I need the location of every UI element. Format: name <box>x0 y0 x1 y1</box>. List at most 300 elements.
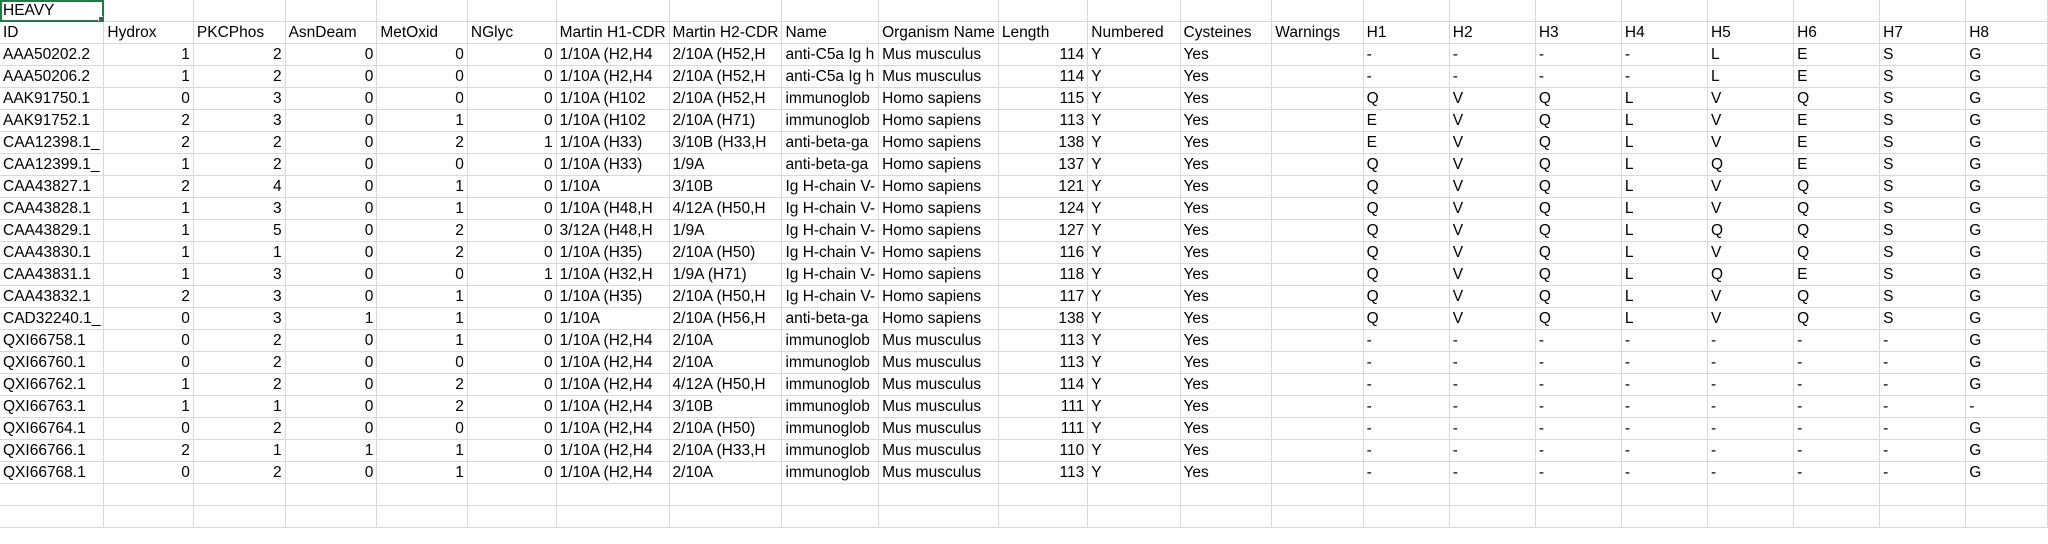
table-cell[interactable]: 0 <box>467 330 556 352</box>
empty-cell[interactable] <box>1535 506 1621 528</box>
table-cell[interactable]: Yes <box>1180 198 1272 220</box>
empty-cell[interactable] <box>1880 506 1966 528</box>
table-cell[interactable]: V <box>1707 242 1793 264</box>
table-cell[interactable]: V <box>1449 242 1535 264</box>
table-cell[interactable]: Homo sapiens <box>879 264 999 286</box>
table-cell[interactable]: - <box>1621 418 1707 440</box>
table-cell[interactable]: Homo sapiens <box>879 110 999 132</box>
table-cell[interactable]: 0 <box>285 462 377 484</box>
table-cell[interactable]: immunoglob <box>782 440 879 462</box>
table-cell[interactable]: Y <box>1088 198 1180 220</box>
table-cell[interactable]: V <box>1449 132 1535 154</box>
table-cell[interactable]: G <box>1966 352 2048 374</box>
table-cell[interactable]: 0 <box>285 330 377 352</box>
table-cell[interactable]: - <box>1363 374 1449 396</box>
table-cell[interactable]: S <box>1880 242 1966 264</box>
table-cell[interactable]: 5 <box>193 220 285 242</box>
empty-cell[interactable] <box>669 0 782 22</box>
table-cell[interactable]: 0 <box>467 88 556 110</box>
table-cell[interactable]: G <box>1966 264 2048 286</box>
table-cell[interactable]: - <box>1621 396 1707 418</box>
table-cell[interactable]: AAK91750.1 <box>0 88 104 110</box>
table-cell[interactable]: E <box>1363 110 1449 132</box>
table-cell[interactable]: 2 <box>104 286 194 308</box>
table-cell[interactable] <box>1272 220 1363 242</box>
empty-cell[interactable] <box>285 0 377 22</box>
table-cell[interactable]: 1 <box>377 440 468 462</box>
column-header-cell[interactable]: H2 <box>1449 22 1535 44</box>
table-cell[interactable]: 3/10B <box>669 396 782 418</box>
table-cell[interactable]: Yes <box>1180 110 1272 132</box>
table-cell[interactable]: - <box>1707 462 1793 484</box>
table-cell[interactable] <box>1272 330 1363 352</box>
table-cell[interactable]: Y <box>1088 396 1180 418</box>
table-cell[interactable]: anti-beta-ga <box>782 308 879 330</box>
table-cell[interactable]: 2 <box>193 374 285 396</box>
table-cell[interactable]: S <box>1880 176 1966 198</box>
table-cell[interactable]: Q <box>1535 220 1621 242</box>
table-cell[interactable]: 2 <box>377 242 468 264</box>
table-cell[interactable]: 2 <box>193 352 285 374</box>
empty-cell[interactable] <box>1621 484 1707 506</box>
empty-cell[interactable] <box>1088 484 1180 506</box>
column-header-cell[interactable]: H7 <box>1880 22 1966 44</box>
table-cell[interactable]: 1/10A <box>556 308 669 330</box>
table-cell[interactable]: CAA43832.1 <box>0 286 104 308</box>
table-cell[interactable]: Y <box>1088 462 1180 484</box>
table-cell[interactable]: 2 <box>377 132 468 154</box>
table-cell[interactable]: Homo sapiens <box>879 88 999 110</box>
table-cell[interactable]: 0 <box>285 242 377 264</box>
table-cell[interactable]: Yes <box>1180 154 1272 176</box>
empty-cell[interactable] <box>669 506 782 528</box>
table-cell[interactable]: 3 <box>193 286 285 308</box>
empty-cell[interactable] <box>1535 484 1621 506</box>
table-cell[interactable]: anti-C5a Ig h <box>782 66 879 88</box>
table-cell[interactable]: Y <box>1088 44 1180 66</box>
table-cell[interactable]: - <box>1535 374 1621 396</box>
empty-cell[interactable] <box>1621 0 1707 22</box>
column-header-cell[interactable]: NGlyc <box>467 22 556 44</box>
empty-cell[interactable] <box>1707 0 1793 22</box>
table-cell[interactable] <box>1272 440 1363 462</box>
table-cell[interactable]: 0 <box>285 44 377 66</box>
table-cell[interactable]: 0 <box>285 198 377 220</box>
table-cell[interactable]: 2 <box>104 440 194 462</box>
table-cell[interactable]: 137 <box>998 154 1087 176</box>
title-cell[interactable]: HEAVY <box>0 0 104 22</box>
column-header-cell[interactable]: Martin H2-CDR <box>669 22 782 44</box>
table-cell[interactable] <box>1272 176 1363 198</box>
table-cell[interactable]: 114 <box>998 66 1087 88</box>
table-cell[interactable]: Y <box>1088 154 1180 176</box>
table-cell[interactable]: Q <box>1363 242 1449 264</box>
table-cell[interactable]: 0 <box>467 110 556 132</box>
empty-cell[interactable] <box>1180 484 1272 506</box>
table-cell[interactable]: 1 <box>377 286 468 308</box>
table-cell[interactable]: E <box>1794 44 1880 66</box>
empty-cell[interactable] <box>1794 484 1880 506</box>
table-cell[interactable]: - <box>1363 44 1449 66</box>
table-cell[interactable]: V <box>1449 154 1535 176</box>
table-cell[interactable]: E <box>1794 132 1880 154</box>
table-cell[interactable]: 113 <box>998 462 1087 484</box>
table-cell[interactable]: Mus musculus <box>879 418 999 440</box>
table-cell[interactable]: 114 <box>998 374 1087 396</box>
table-cell[interactable]: 3 <box>193 110 285 132</box>
table-cell[interactable]: V <box>1707 286 1793 308</box>
table-cell[interactable]: Y <box>1088 418 1180 440</box>
table-cell[interactable] <box>1272 110 1363 132</box>
table-cell[interactable]: S <box>1880 132 1966 154</box>
table-cell[interactable]: 0 <box>467 308 556 330</box>
table-cell[interactable]: - <box>1707 396 1793 418</box>
table-cell[interactable]: 2/10A (H52,H <box>669 66 782 88</box>
table-cell[interactable]: L <box>1621 220 1707 242</box>
table-cell[interactable]: - <box>1880 418 1966 440</box>
table-cell[interactable]: 1/10A (H35) <box>556 286 669 308</box>
empty-cell[interactable] <box>377 484 468 506</box>
table-cell[interactable]: 2/10A (H50) <box>669 418 782 440</box>
table-cell[interactable]: 1/10A (H2,H4 <box>556 44 669 66</box>
table-cell[interactable]: G <box>1966 66 2048 88</box>
column-header-cell[interactable]: AsnDeam <box>285 22 377 44</box>
table-cell[interactable]: 1/10A (H2,H4 <box>556 330 669 352</box>
table-cell[interactable]: 1 <box>285 440 377 462</box>
table-cell[interactable]: 2/10A (H50) <box>669 242 782 264</box>
table-cell[interactable]: 1/10A <box>556 176 669 198</box>
table-cell[interactable]: Yes <box>1180 264 1272 286</box>
empty-cell[interactable] <box>998 506 1087 528</box>
table-cell[interactable]: Yes <box>1180 418 1272 440</box>
table-cell[interactable]: 0 <box>377 88 468 110</box>
table-cell[interactable]: 1 <box>193 396 285 418</box>
table-cell[interactable]: 3 <box>193 198 285 220</box>
table-cell[interactable]: - <box>1880 440 1966 462</box>
table-cell[interactable]: - <box>1449 440 1535 462</box>
table-cell[interactable]: Q <box>1363 264 1449 286</box>
table-cell[interactable]: V <box>1449 264 1535 286</box>
table-cell[interactable]: 2 <box>193 66 285 88</box>
table-cell[interactable]: 0 <box>377 154 468 176</box>
table-cell[interactable]: Q <box>1363 220 1449 242</box>
column-header-cell[interactable]: ID <box>0 22 104 44</box>
table-cell[interactable]: 0 <box>377 44 468 66</box>
table-cell[interactable]: Q <box>1535 88 1621 110</box>
table-cell[interactable]: 0 <box>285 176 377 198</box>
column-header-cell[interactable]: H3 <box>1535 22 1621 44</box>
table-cell[interactable]: 1/10A (H35) <box>556 242 669 264</box>
table-cell[interactable]: L <box>1621 176 1707 198</box>
table-cell[interactable]: S <box>1880 220 1966 242</box>
column-header-cell[interactable]: PKCPhos <box>193 22 285 44</box>
table-cell[interactable]: 0 <box>467 418 556 440</box>
empty-cell[interactable] <box>1535 0 1621 22</box>
table-cell[interactable]: Mus musculus <box>879 352 999 374</box>
table-cell[interactable] <box>1272 264 1363 286</box>
table-cell[interactable]: Mus musculus <box>879 396 999 418</box>
table-cell[interactable]: 0 <box>104 418 194 440</box>
table-cell[interactable]: Homo sapiens <box>879 154 999 176</box>
empty-cell[interactable] <box>377 506 468 528</box>
table-cell[interactable]: anti-beta-ga <box>782 154 879 176</box>
table-cell[interactable] <box>1272 88 1363 110</box>
empty-cell[interactable] <box>782 484 879 506</box>
empty-cell[interactable] <box>1180 506 1272 528</box>
table-cell[interactable]: - <box>1449 418 1535 440</box>
table-cell[interactable]: Yes <box>1180 176 1272 198</box>
table-cell[interactable]: 3 <box>193 264 285 286</box>
table-cell[interactable]: 1 <box>467 264 556 286</box>
table-cell[interactable]: Y <box>1088 352 1180 374</box>
table-cell[interactable] <box>1272 352 1363 374</box>
table-cell[interactable]: 2/10A (H33,H <box>669 440 782 462</box>
table-cell[interactable]: G <box>1966 220 2048 242</box>
table-cell[interactable]: 2 <box>193 418 285 440</box>
empty-cell[interactable] <box>556 484 669 506</box>
table-cell[interactable]: Ig H-chain V- <box>782 198 879 220</box>
table-cell[interactable]: 0 <box>104 462 194 484</box>
table-cell[interactable]: G <box>1966 308 2048 330</box>
table-cell[interactable]: 1 <box>104 44 194 66</box>
table-cell[interactable]: E <box>1794 110 1880 132</box>
table-cell[interactable]: 2 <box>193 330 285 352</box>
table-cell[interactable]: G <box>1966 88 2048 110</box>
table-cell[interactable]: - <box>1535 396 1621 418</box>
table-cell[interactable]: Y <box>1088 220 1180 242</box>
table-cell[interactable] <box>1272 242 1363 264</box>
table-cell[interactable]: Y <box>1088 110 1180 132</box>
table-cell[interactable]: - <box>1535 352 1621 374</box>
table-cell[interactable]: Q <box>1707 154 1793 176</box>
table-cell[interactable]: G <box>1966 418 2048 440</box>
table-cell[interactable]: 1/9A <box>669 220 782 242</box>
table-cell[interactable]: 0 <box>285 66 377 88</box>
empty-cell[interactable] <box>193 484 285 506</box>
empty-cell[interactable] <box>1088 0 1180 22</box>
table-cell[interactable]: 0 <box>285 154 377 176</box>
empty-cell[interactable] <box>1272 506 1363 528</box>
table-cell[interactable]: 138 <box>998 132 1087 154</box>
table-cell[interactable]: immunoglob <box>782 352 879 374</box>
table-cell[interactable]: Homo sapiens <box>879 242 999 264</box>
table-cell[interactable]: - <box>1449 352 1535 374</box>
table-cell[interactable]: 1/10A (H2,H4 <box>556 440 669 462</box>
table-cell[interactable]: 1 <box>104 154 194 176</box>
table-cell[interactable]: - <box>1880 396 1966 418</box>
empty-cell[interactable] <box>467 484 556 506</box>
empty-cell[interactable] <box>1088 506 1180 528</box>
table-cell[interactable]: 117 <box>998 286 1087 308</box>
table-cell[interactable]: L <box>1621 154 1707 176</box>
table-cell[interactable]: - <box>1621 352 1707 374</box>
table-cell[interactable]: V <box>1707 198 1793 220</box>
table-cell[interactable]: - <box>1794 440 1880 462</box>
table-cell[interactable] <box>1272 154 1363 176</box>
table-cell[interactable]: 118 <box>998 264 1087 286</box>
table-cell[interactable]: Yes <box>1180 220 1272 242</box>
table-cell[interactable]: 0 <box>104 330 194 352</box>
table-cell[interactable]: 0 <box>285 220 377 242</box>
table-cell[interactable]: 138 <box>998 308 1087 330</box>
table-cell[interactable]: - <box>1707 440 1793 462</box>
table-cell[interactable]: - <box>1535 462 1621 484</box>
table-cell[interactable]: 0 <box>377 418 468 440</box>
column-header-cell[interactable]: H8 <box>1966 22 2048 44</box>
table-cell[interactable]: 0 <box>467 66 556 88</box>
empty-cell[interactable] <box>285 484 377 506</box>
table-cell[interactable]: - <box>1621 66 1707 88</box>
table-cell[interactable]: 1 <box>377 330 468 352</box>
table-cell[interactable]: immunoglob <box>782 462 879 484</box>
empty-cell[interactable] <box>879 506 999 528</box>
table-cell[interactable]: 1 <box>285 308 377 330</box>
table-cell[interactable]: - <box>1449 396 1535 418</box>
table-cell[interactable]: Q <box>1794 198 1880 220</box>
table-cell[interactable]: 1 <box>377 198 468 220</box>
table-cell[interactable]: Yes <box>1180 132 1272 154</box>
table-cell[interactable]: Yes <box>1180 352 1272 374</box>
table-cell[interactable] <box>1272 44 1363 66</box>
empty-cell[interactable] <box>1621 506 1707 528</box>
empty-cell[interactable] <box>193 506 285 528</box>
table-cell[interactable]: Mus musculus <box>879 374 999 396</box>
table-cell[interactable]: 0 <box>467 154 556 176</box>
empty-cell[interactable] <box>1794 0 1880 22</box>
empty-cell[interactable] <box>782 0 879 22</box>
table-cell[interactable]: 1/10A (H2,H4 <box>556 418 669 440</box>
table-cell[interactable]: V <box>1707 176 1793 198</box>
table-cell[interactable]: Y <box>1088 286 1180 308</box>
table-cell[interactable]: - <box>1880 374 1966 396</box>
table-cell[interactable]: 2 <box>193 462 285 484</box>
column-header-cell[interactable]: Hydrox <box>104 22 194 44</box>
table-cell[interactable]: 113 <box>998 352 1087 374</box>
table-cell[interactable]: G <box>1966 286 2048 308</box>
empty-cell[interactable] <box>104 484 194 506</box>
table-cell[interactable]: CAD32240.1_ <box>0 308 104 330</box>
table-cell[interactable]: - <box>1794 330 1880 352</box>
table-cell[interactable]: - <box>1707 418 1793 440</box>
table-cell[interactable]: Homo sapiens <box>879 198 999 220</box>
table-cell[interactable]: Q <box>1535 132 1621 154</box>
table-cell[interactable]: Ig H-chain V- <box>782 176 879 198</box>
table-cell[interactable]: 1/10A (H2,H4 <box>556 66 669 88</box>
table-cell[interactable]: 0 <box>377 66 468 88</box>
empty-cell[interactable] <box>0 506 104 528</box>
table-cell[interactable]: 0 <box>285 352 377 374</box>
table-cell[interactable]: L <box>1621 242 1707 264</box>
table-cell[interactable]: 0 <box>104 88 194 110</box>
table-cell[interactable]: V <box>1449 198 1535 220</box>
empty-cell[interactable] <box>556 506 669 528</box>
table-cell[interactable]: AAA50206.2 <box>0 66 104 88</box>
table-cell[interactable]: 1/10A (H2,H4 <box>556 396 669 418</box>
table-cell[interactable]: E <box>1363 132 1449 154</box>
table-cell[interactable] <box>1272 396 1363 418</box>
table-cell[interactable]: Y <box>1088 132 1180 154</box>
table-cell[interactable]: - <box>1363 418 1449 440</box>
table-cell[interactable]: 0 <box>467 242 556 264</box>
empty-cell[interactable] <box>104 506 194 528</box>
table-cell[interactable]: AAA50202.2 <box>0 44 104 66</box>
table-cell[interactable]: Y <box>1088 440 1180 462</box>
table-cell[interactable]: S <box>1880 44 1966 66</box>
table-cell[interactable]: immunoglob <box>782 88 879 110</box>
table-cell[interactable]: Yes <box>1180 308 1272 330</box>
table-cell[interactable]: 0 <box>285 286 377 308</box>
table-cell[interactable]: Homo sapiens <box>879 220 999 242</box>
table-cell[interactable] <box>1272 286 1363 308</box>
table-cell[interactable]: 0 <box>467 198 556 220</box>
table-cell[interactable]: QXI66764.1 <box>0 418 104 440</box>
table-cell[interactable]: 116 <box>998 242 1087 264</box>
table-cell[interactable] <box>1272 198 1363 220</box>
table-cell[interactable]: 1/10A (H2,H4 <box>556 374 669 396</box>
table-cell[interactable]: S <box>1880 66 1966 88</box>
table-cell[interactable]: 2 <box>193 154 285 176</box>
table-cell[interactable]: 1/10A (H2,H4 <box>556 462 669 484</box>
empty-cell[interactable] <box>1880 484 1966 506</box>
empty-cell[interactable] <box>1966 484 2048 506</box>
table-cell[interactable]: 1 <box>104 66 194 88</box>
table-cell[interactable]: 2/10A (H71) <box>669 110 782 132</box>
table-cell[interactable]: Q <box>1363 88 1449 110</box>
table-cell[interactable]: S <box>1880 198 1966 220</box>
table-cell[interactable]: G <box>1966 374 2048 396</box>
table-cell[interactable]: - <box>1363 330 1449 352</box>
table-cell[interactable]: 3 <box>193 308 285 330</box>
table-cell[interactable]: 113 <box>998 330 1087 352</box>
table-cell[interactable]: 0 <box>377 352 468 374</box>
table-cell[interactable]: G <box>1966 176 2048 198</box>
table-cell[interactable]: L <box>1621 286 1707 308</box>
table-cell[interactable]: 2 <box>193 44 285 66</box>
table-cell[interactable]: immunoglob <box>782 374 879 396</box>
table-cell[interactable]: Y <box>1088 308 1180 330</box>
table-cell[interactable]: V <box>1707 132 1793 154</box>
table-cell[interactable]: - <box>1880 330 1966 352</box>
table-cell[interactable]: S <box>1880 264 1966 286</box>
column-header-cell[interactable]: H5 <box>1707 22 1793 44</box>
table-cell[interactable]: - <box>1449 44 1535 66</box>
table-cell[interactable]: S <box>1880 110 1966 132</box>
table-cell[interactable]: 4 <box>193 176 285 198</box>
empty-cell[interactable] <box>193 0 285 22</box>
table-cell[interactable]: Mus musculus <box>879 66 999 88</box>
table-cell[interactable]: 0 <box>377 264 468 286</box>
table-cell[interactable]: 2 <box>104 132 194 154</box>
table-cell[interactable]: 0 <box>467 462 556 484</box>
table-cell[interactable]: - <box>1794 352 1880 374</box>
empty-cell[interactable] <box>556 0 669 22</box>
table-cell[interactable]: Q <box>1707 264 1793 286</box>
table-cell[interactable] <box>1272 374 1363 396</box>
table-cell[interactable]: 1 <box>193 242 285 264</box>
table-cell[interactable]: - <box>1794 396 1880 418</box>
table-cell[interactable]: S <box>1880 88 1966 110</box>
table-cell[interactable]: - <box>1794 418 1880 440</box>
table-cell[interactable]: immunoglob <box>782 110 879 132</box>
table-cell[interactable]: Q <box>1535 308 1621 330</box>
table-cell[interactable]: 3/10B (H33,H <box>669 132 782 154</box>
table-cell[interactable]: 0 <box>467 220 556 242</box>
table-cell[interactable]: CAA12399.1_ <box>0 154 104 176</box>
table-cell[interactable]: Homo sapiens <box>879 308 999 330</box>
table-cell[interactable]: V <box>1449 308 1535 330</box>
column-header-cell[interactable]: Length <box>998 22 1087 44</box>
table-cell[interactable]: Ig H-chain V- <box>782 242 879 264</box>
